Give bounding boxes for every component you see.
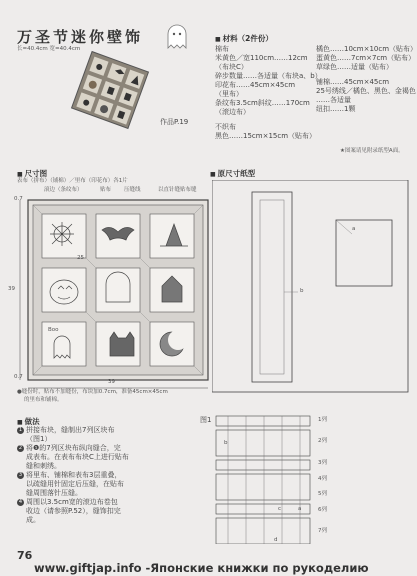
step-text: 缝和刺绣。 [26, 462, 61, 470]
material-item: 印花布……45cm×45cm [215, 81, 296, 89]
figure1-label: 图1 [200, 416, 212, 424]
page-number: 76 [17, 549, 33, 562]
pattern-label-b: b [300, 288, 304, 294]
material-item: 25号绣线／橘色、黑色、金褐色 [316, 87, 416, 95]
material-item: 橘色……10cm×10cm（贴布） [316, 45, 417, 53]
pressure-line-label: 压缝线 [124, 187, 141, 193]
figure1-row-label: 2列 [318, 438, 327, 444]
step-text: 周围以3.5cm宽的滚边布卷包 [26, 498, 118, 506]
photo-reference: 作品P.19 [160, 118, 189, 126]
size-text: 长=40.4cm 宽=40.4cm [17, 46, 81, 52]
boo-text: Boo [48, 327, 59, 333]
step-text: 缝周围落针压缝。 [26, 489, 82, 497]
step-text: 收边（请参照P.52），缝饰扣完 [26, 507, 121, 515]
pattern-heading: ■ 原尺寸纸型 [210, 168, 255, 179]
figure1-cell-b: b [224, 440, 228, 446]
material-item: 条纹布3.5cm斜纹……170cm [215, 99, 310, 107]
step-number: 1 [18, 426, 23, 433]
step-text: 成。 [26, 516, 40, 524]
step-text: 成表布。在表布布块C上进行贴布 [26, 453, 129, 461]
materials-left-list [215, 45, 322, 141]
figure1-row-label: 1列 [318, 417, 327, 423]
stitch-label: 以直针缝贴布缝 [158, 187, 197, 193]
page-title: 万圣节迷你壁饰 [17, 28, 144, 46]
material-item: 黑色……15cm×15cm（贴布） [215, 132, 317, 140]
dimension-note-1: ●缝份时，贴布不加缝份，布块加0.7cm，准备45cm×45cm [17, 389, 168, 395]
binding-label: 滚边（条纹布） [44, 187, 83, 193]
material-item: 不织布 [215, 123, 236, 131]
material-item: 草绿色……适量（贴布） [316, 63, 393, 71]
material-item: 棉布 [215, 45, 229, 53]
step-number: 2 [18, 444, 23, 451]
step-text: 将里布、铺棉和表布3层重叠， [26, 471, 122, 479]
pattern-diagram [212, 180, 412, 396]
material-item: 碎步数量……各适量（布块a、b） [215, 72, 322, 80]
materials-heading: ■ 材料（2件份） [215, 33, 273, 44]
quilt-dimension-diagram [14, 194, 214, 394]
step-number: 4 [18, 498, 23, 505]
step-number: 3 [18, 471, 23, 478]
pattern-label-a: a [352, 226, 356, 232]
material-item: 铺棉……45cm×45cm [316, 78, 390, 86]
material-item: 纽扣……1颗 [316, 105, 356, 113]
dimension-subheading: 表布（拼布）（铺棉）／里布（印花布）各1片 [17, 178, 128, 184]
figure1-cell-c: c [278, 506, 282, 512]
steps-heading: ■ 做法 [17, 416, 40, 427]
figure1-row-label: 6列 [318, 507, 327, 513]
dimension-heading: ■ 尺寸图 [17, 168, 47, 179]
figure1-row-label: 7列 [318, 528, 327, 534]
number-label: 25 [77, 255, 84, 261]
pattern-note: ★图案请见附录纸型A面。 [340, 148, 404, 154]
quilt-photo [70, 50, 150, 130]
material-item: （滚边布） [215, 108, 250, 116]
figure1-cell-a: a [298, 506, 302, 512]
material-item: 蛋黄色……7cm×7cm（贴布） [316, 54, 416, 62]
material-item: （里布） [215, 90, 243, 98]
figure1-diagram [214, 414, 314, 544]
material-item: 米黄色／宽110cm……12cm [215, 54, 308, 62]
side-dimension: 39 [8, 286, 15, 292]
material-item: ……各适量 [316, 96, 351, 104]
step-text: 以疏缝用针固定后压缝，在贴布 [26, 480, 124, 488]
applique-label: 贴布 [100, 187, 112, 193]
border-dim-top: 0.7 [14, 196, 23, 202]
bottom-dimension: 39 [108, 379, 115, 385]
step-text: 拼接布块，缝制出7列区块布 [26, 426, 115, 434]
border-dim-bottom: 0.7 [14, 374, 23, 380]
dimension-note-2: 的里布和铺棉。 [24, 397, 63, 403]
ghost-illustration [162, 22, 192, 54]
figure1-row-label: 3列 [318, 460, 327, 466]
materials-right-list [316, 45, 417, 114]
steps-list [17, 426, 129, 525]
figure1-row-label: 4列 [318, 476, 327, 482]
step-text: （图1） [26, 435, 52, 443]
site-footer: www.giftjap.info -Японские книжки по рукоделию [34, 561, 369, 575]
step-text: 将❶的7列区块布纵向缝合，完 [26, 444, 121, 452]
figure1-bottom-label: d [274, 537, 278, 543]
quilt-photo-image [70, 50, 150, 130]
figure1-row-label: 5列 [318, 491, 327, 497]
material-item: （布块C） [215, 63, 248, 71]
ghost-icon [162, 22, 192, 50]
